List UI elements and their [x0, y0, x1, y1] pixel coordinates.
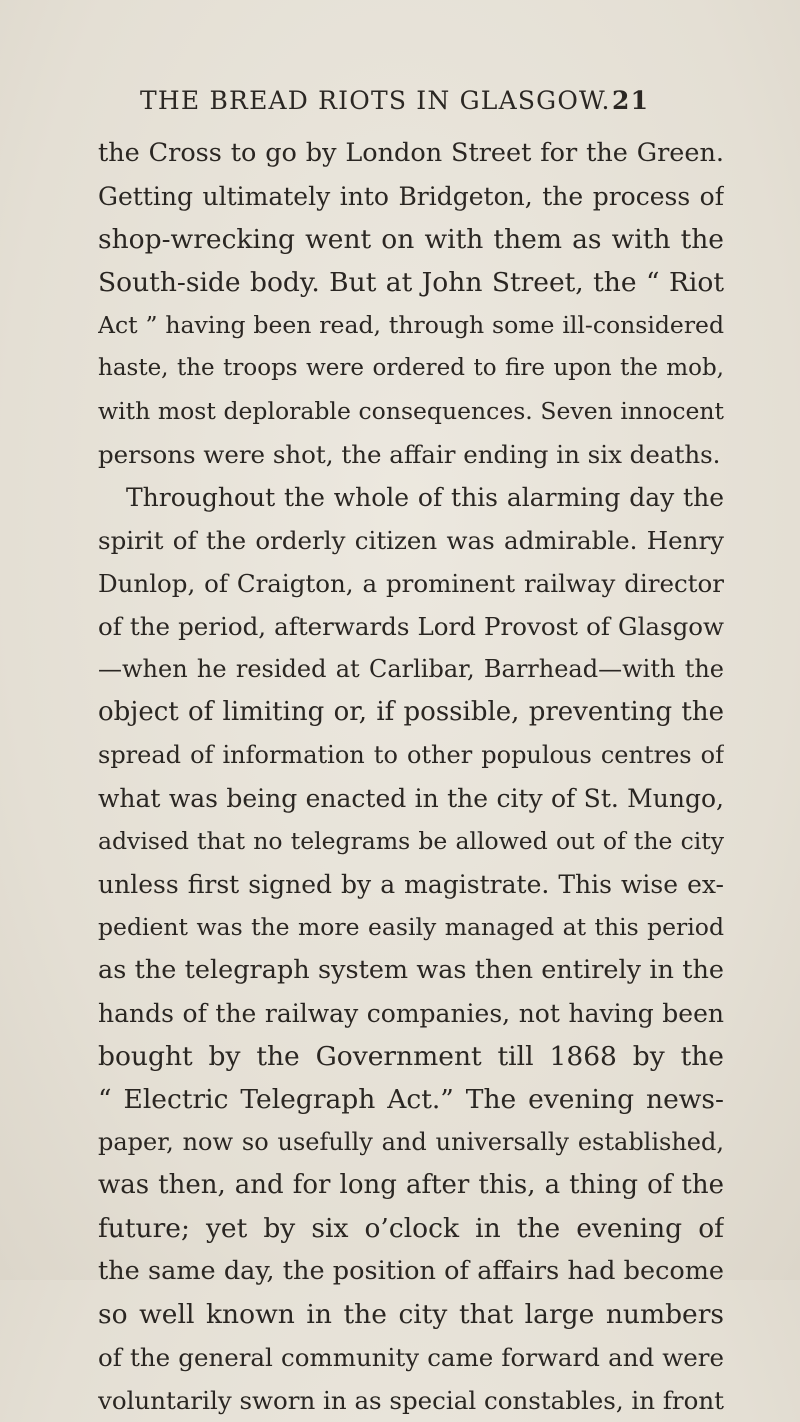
text-line: shop-wrecking went on with them as with the	[98, 224, 724, 255]
text-line: hands of the railway companies, not having been	[98, 999, 724, 1028]
text-line: as the telegraph system was then entirely in the	[98, 955, 724, 985]
text-line: was then, and for long after this, a thing of the	[98, 1170, 724, 1200]
text-line: bought by the Government till 1868 by the	[98, 1041, 724, 1072]
text-line: so well known in the city that large numbers	[98, 1299, 724, 1330]
text-line: Getting ultimately into Bridgeton, the process of	[98, 182, 724, 211]
text-line: paper, now so usefully and universally established,	[98, 1128, 724, 1156]
text-line: —when he resided at Carlibar, Barrhead—with the	[98, 655, 724, 683]
text-line: pedient was the more easily managed at this period	[98, 913, 724, 941]
text-line: of the period, afterwards Lord Provost of Glasgow	[98, 612, 724, 641]
text-line: future; yet by six o’clock in the evening of	[98, 1213, 724, 1244]
text-line: the same day, the position of affairs had become	[98, 1256, 724, 1286]
text-line: Throughout the whole of this alarming day the	[126, 483, 724, 512]
text-line: spread of information to other populous centres of	[98, 741, 724, 769]
text-line: persons were shot, the affair ending in six deaths.	[98, 440, 721, 469]
text-line: Act ” having been read, through some ill-considered	[98, 311, 724, 339]
text-line: the Cross to go by London Street for the Green.	[98, 138, 724, 168]
running-head	[0, 86, 800, 126]
text-line: Dunlop, of Craigton, a prominent railway director	[98, 569, 724, 598]
body-text	[98, 132, 724, 1422]
text-line: haste, the troops were ordered to fire upon the mob,	[98, 355, 724, 381]
text-line: unless first signed by a magistrate. This wise ex-	[98, 870, 724, 899]
text-line: “ Electric Telegraph Act.” The evening news-	[98, 1084, 724, 1115]
running-head-title: THE BREAD RIOTS IN GLASGOW.	[140, 86, 611, 115]
page-number: 21	[612, 86, 650, 115]
text-line: object of limiting or, if possible, preventing the	[98, 697, 724, 727]
text-line: with most deplorable consequences. Seven innocent	[98, 397, 724, 425]
text-line: spirit of the orderly citizen was admirable. Henry	[98, 526, 724, 555]
text-line: what was being enacted in the city of St. Mungo,	[98, 784, 724, 813]
text-line: voluntarily sworn in as special constables, in front	[98, 1386, 724, 1415]
text-line: of the general community came forward and were	[98, 1343, 724, 1372]
text-line: South-side body. But at John Street, the “ Riot	[98, 267, 724, 298]
text-line: advised that no telegrams be allowed out of the city	[98, 827, 724, 855]
